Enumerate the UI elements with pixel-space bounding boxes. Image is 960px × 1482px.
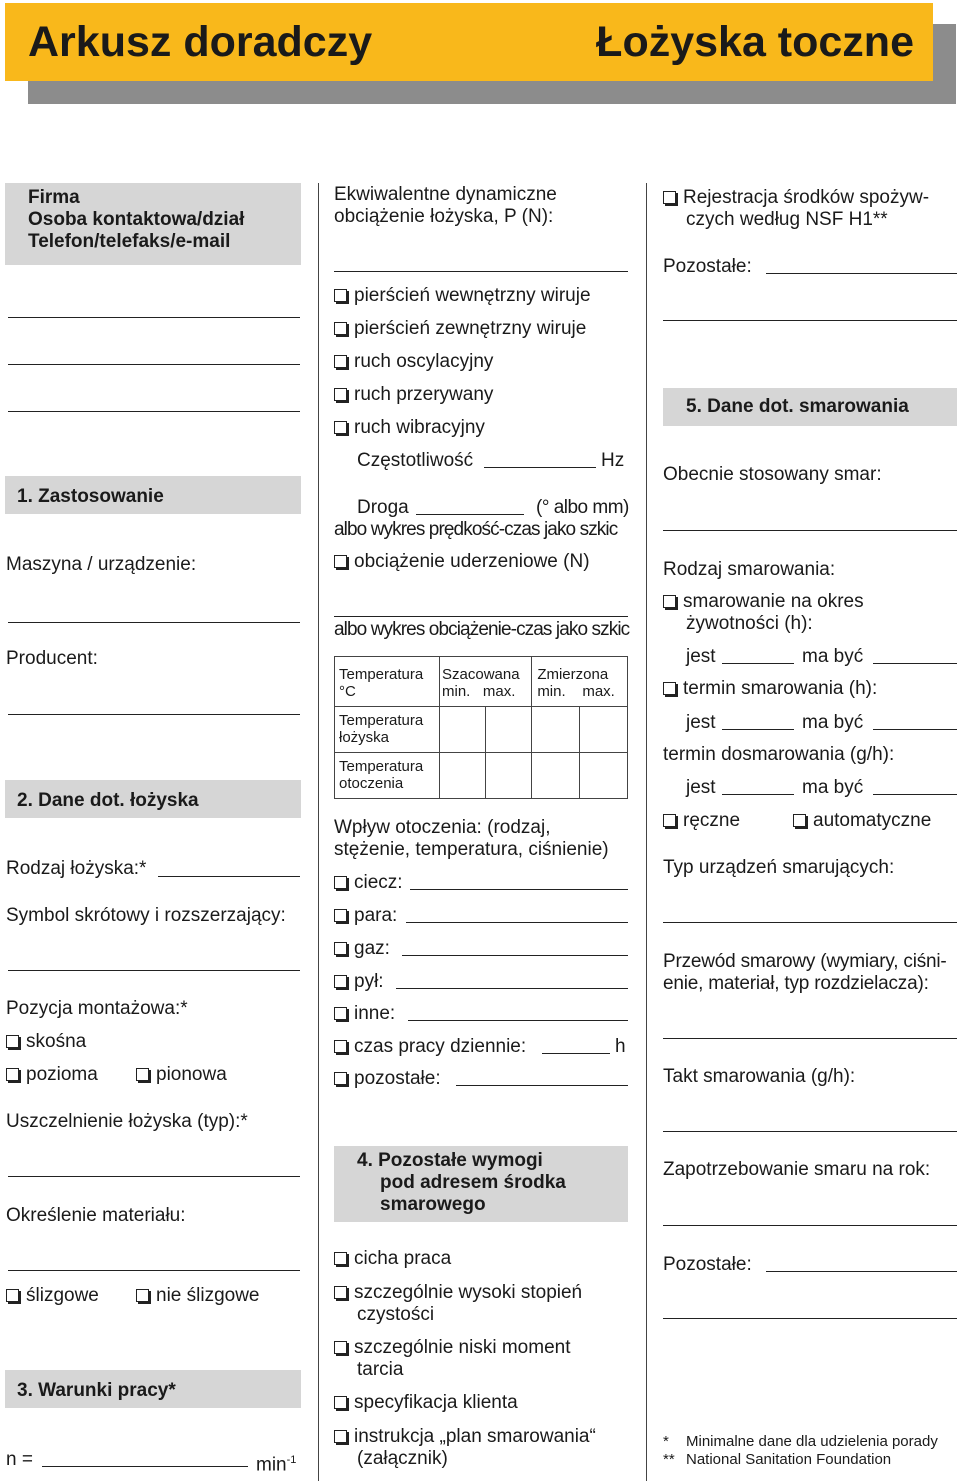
nsf-cont: czych według NSF H1** (686, 209, 888, 230)
producer-label: Producent: (6, 648, 98, 669)
checkbox-icon (663, 595, 676, 608)
checkbox-gas[interactable] (334, 938, 390, 960)
section-5-title: 5. Dane dot. smarowania (686, 396, 909, 417)
lubrication-plan-cont: (załącznik) (357, 1448, 448, 1469)
table-header-estimated: Szacowana min. max. (440, 657, 532, 707)
cell-measured-max[interactable] (580, 753, 628, 799)
term-is-field[interactable] (722, 729, 794, 730)
frequency-field[interactable] (484, 467, 596, 468)
header-title-right: Łożyska toczne (596, 18, 914, 66)
checkbox-label: pozostałe: (354, 1068, 441, 1089)
other-label-2: Pozostałe: (663, 1254, 752, 1275)
term-should-field[interactable] (873, 729, 957, 730)
checkbox-vertical[interactable] (136, 1064, 227, 1086)
speed-field[interactable] (42, 1466, 248, 1467)
other-label-1: Pozostałe: (663, 256, 752, 277)
lifetime-is-label: jest (686, 646, 716, 667)
speed-diagram-note: albo wykres prędkość-czas jako szkic (334, 519, 618, 540)
checkbox-icon (334, 975, 347, 988)
checkbox-label: gaz: (354, 938, 390, 959)
checkbox-icon (6, 1068, 19, 1081)
cell-estimated-max[interactable] (486, 753, 532, 799)
phone-field[interactable] (8, 411, 300, 412)
checkbox-icon (663, 191, 676, 204)
checkbox-icon (334, 1252, 347, 1265)
path-field[interactable] (416, 514, 524, 515)
checkbox-oscillating[interactable] (334, 351, 493, 373)
phone-label: Telefon/telefaks/e-mail (28, 231, 231, 252)
relub-is-field[interactable] (722, 794, 794, 795)
annual-demand-label: Zapotrzebowanie smaru na rok: (663, 1159, 931, 1180)
section-3-title: 3. Warunki pracy* (17, 1380, 176, 1401)
checkbox-horizontal[interactable] (6, 1064, 98, 1086)
checkbox-icon (6, 1289, 19, 1302)
contact-person-label: Osoba kontaktowa/dział (28, 209, 245, 230)
path-label: Droga (357, 497, 409, 518)
pipe-label-1: Przewód smarowy (wymiary, ciśni- (663, 951, 947, 972)
other-env-field[interactable] (408, 1020, 628, 1021)
checkbox-label: ciecz: (354, 872, 403, 893)
cell-estimated-max[interactable] (486, 707, 532, 753)
checkbox-other-conditions[interactable] (334, 1068, 441, 1090)
other-field-1b[interactable] (663, 320, 957, 321)
frequency-unit: Hz (601, 450, 625, 471)
checkbox-icon (334, 1072, 347, 1085)
liquid-field[interactable] (410, 889, 628, 890)
checkbox-label: pionowa (156, 1064, 227, 1085)
seal-field[interactable] (8, 1176, 300, 1177)
temperature-table (334, 656, 628, 799)
footnote-2: National Sanitation Foundation (686, 1451, 892, 1468)
daily-hours-unit: h (615, 1036, 626, 1057)
relubrication-label: termin dosmarowania (g/h): (663, 744, 895, 765)
checkbox-icon (334, 942, 347, 955)
bearing-type-label: Rodzaj łożyska:* (6, 858, 147, 879)
cleanliness-cont: czystości (357, 1304, 435, 1325)
checkbox-lifetime[interactable] (663, 591, 864, 613)
checkbox-icon (334, 322, 347, 335)
lifetime-cont: żywotności (h): (686, 613, 813, 634)
footnote-2-mark: ** (663, 1451, 675, 1468)
checkbox-manual[interactable] (663, 810, 740, 832)
checkbox-icon (136, 1068, 149, 1081)
speed-unit: $\min^{-1}$ (256, 1454, 297, 1476)
checkbox-icon (136, 1289, 149, 1302)
checkbox-icon (663, 682, 676, 695)
checkbox-label: ruch przerywany (354, 384, 494, 405)
checkbox-label: nie ślizgowe (156, 1285, 260, 1306)
pipe-label-2: enie, materiał, typ rozdzielacza): (663, 973, 929, 994)
company-label: Firma (28, 187, 80, 208)
company-field[interactable] (8, 317, 300, 318)
contact-field[interactable] (8, 364, 300, 365)
daily-hours-field[interactable] (542, 1053, 610, 1054)
checkbox-icon (334, 355, 347, 368)
environment-title-1: Wpływ otoczenia: (rodzaj, (334, 817, 551, 838)
pipe-field[interactable] (663, 1038, 957, 1039)
column-divider-1 (318, 183, 319, 1481)
checkbox-label: ślizgowe (26, 1285, 99, 1306)
footnote-1-mark: * (663, 1433, 669, 1450)
checkbox-vibration[interactable] (334, 417, 485, 439)
other-field-2a[interactable] (766, 1271, 957, 1272)
other-field-2b[interactable] (663, 1318, 957, 1319)
checkbox-icon (334, 289, 347, 302)
checkbox-icon (334, 1341, 347, 1354)
checkbox-label: ręczne (683, 810, 741, 831)
environment-title-2: stężenie, temperatura, ciśnienie) (334, 839, 609, 860)
symbol-label: Symbol skrótowy i rozszerzający: (6, 905, 286, 926)
relub-is-label: jest (686, 777, 716, 798)
mounting-position-label: Pozycja montażowa:* (6, 998, 188, 1019)
row-bearing-temperature: Temperatura łożyska (335, 707, 440, 753)
rate-field[interactable] (663, 1131, 957, 1132)
checkbox-intermittent[interactable] (334, 384, 493, 406)
checkbox-icon (334, 388, 347, 401)
seal-label: Uszczelnienie łożyska (typ):* (6, 1111, 248, 1132)
checkbox-icon (334, 876, 347, 889)
checkbox-label: instrukcja „plan smarowania“ (354, 1426, 596, 1447)
column-divider-2 (646, 183, 647, 1481)
checkbox-icon (334, 909, 347, 922)
checkbox-liquid[interactable] (334, 872, 403, 894)
checkbox-icon (334, 421, 347, 434)
rate-label: Takt smarowania (g/h): (663, 1066, 856, 1087)
checkbox-daily-hours[interactable] (334, 1036, 526, 1058)
relub-should-label: ma być (802, 777, 864, 798)
checkbox-label: pozioma (26, 1064, 98, 1085)
load-title-1: Ekwiwalentne dynamiczne (334, 184, 557, 205)
checkbox-label: obciążenie uderzeniowe (N) (354, 551, 590, 572)
lifetime-should-label: ma być (802, 646, 864, 667)
device-type-field[interactable] (663, 922, 957, 923)
checkbox-label: szczególnie wysoki stopień (354, 1282, 583, 1303)
checkbox-outer-ring[interactable] (334, 318, 586, 340)
other-conditions-field[interactable] (456, 1085, 628, 1086)
machine-field[interactable] (8, 622, 300, 623)
checkbox-label: szczególnie niski moment (354, 1337, 571, 1358)
machine-label: Maszyna / urządzenie: (6, 554, 197, 575)
annual-demand-field[interactable] (663, 1225, 957, 1226)
table-header-temperature: Temperatura °C (335, 657, 440, 707)
checkbox-label: pył: (354, 971, 384, 992)
shock-load-field[interactable] (334, 616, 628, 617)
checkbox-shock-load[interactable] (334, 551, 590, 573)
checkbox-icon (663, 814, 676, 827)
load-title-2: obciążenie łożyska, P (N): (334, 206, 554, 227)
checkbox-customer-spec[interactable] (334, 1392, 518, 1414)
section-2-title: 2. Dane dot. łożyska (17, 790, 199, 811)
lifetime-is-field[interactable] (722, 663, 794, 664)
checkbox-label: specyfikacja klienta (354, 1392, 518, 1413)
checkbox-icon (334, 1430, 347, 1443)
device-type-label: Typ urządzeń smarujących: (663, 857, 895, 878)
other-field-1a[interactable] (766, 273, 957, 274)
term-should-label: ma być (802, 712, 864, 733)
checkbox-cleanliness[interactable] (334, 1282, 582, 1304)
checkbox-vapor[interactable] (334, 905, 397, 927)
cell-estimated-min[interactable] (440, 753, 486, 799)
checkbox-nsf[interactable] (663, 187, 929, 209)
section-4-title-2: pod adresem środka (380, 1172, 566, 1193)
current-grease-label: Obecnie stosowany smar: (663, 464, 882, 485)
checkbox-lubrication-term[interactable] (663, 678, 877, 700)
checkbox-label: Rejestracja środków spożyw- (683, 187, 930, 208)
symbol-field[interactable] (8, 970, 300, 971)
table-header-measured: Zmierzona min. max. (532, 657, 628, 707)
low-friction-cont: tarcia (357, 1359, 404, 1380)
checkbox-inner-ring[interactable] (334, 285, 591, 307)
cell-measured-max[interactable] (580, 707, 628, 753)
checkbox-low-friction[interactable] (334, 1337, 570, 1359)
checkbox-icon (334, 555, 347, 568)
checkbox-label: para: (354, 905, 398, 926)
lifetime-should-field[interactable] (873, 663, 957, 664)
vapor-field[interactable] (406, 922, 628, 923)
checkbox-dust[interactable] (334, 971, 384, 993)
term-is-label: jest (686, 712, 716, 733)
checkbox-non-sliding[interactable] (136, 1285, 260, 1307)
checkbox-label: termin smarowania (h): (683, 678, 878, 699)
path-unit: (° albo mm) (536, 497, 629, 518)
checkbox-icon (6, 1035, 19, 1048)
producer-field[interactable] (8, 714, 300, 715)
row-ambient-temperature: Temperatura otoczenia (335, 753, 440, 799)
material-field[interactable] (8, 1270, 300, 1271)
material-label: Określenie materiału: (6, 1205, 186, 1226)
load-diagram-note: albo wykres obciążenie-czas jako szkic (334, 619, 630, 640)
dust-field[interactable] (396, 988, 628, 989)
checkbox-label: automatyczne (813, 810, 932, 831)
checkbox-label: skośna (26, 1031, 87, 1052)
checkbox-oblique[interactable] (6, 1031, 86, 1053)
checkbox-sliding[interactable] (6, 1285, 99, 1307)
checkbox-automatic[interactable] (793, 810, 931, 832)
checkbox-other-env[interactable] (334, 1003, 395, 1025)
load-field[interactable] (334, 271, 628, 272)
checkbox-label: pierścień zewnętrzny wiruje (354, 318, 587, 339)
checkbox-label: cicha praca (354, 1248, 452, 1269)
speed-label: n = (6, 1449, 33, 1470)
footnote-1: Minimalne dane dla udzielenia porady (686, 1433, 938, 1450)
cell-estimated-min[interactable] (440, 707, 486, 753)
header-title-left: Arkusz doradczy (28, 18, 373, 66)
cell-measured-min[interactable] (532, 707, 580, 753)
bearing-type-field[interactable] (158, 876, 300, 877)
checkbox-label: ruch wibracyjny (354, 417, 485, 438)
checkbox-label: ruch oscylacyjny (354, 351, 494, 372)
checkbox-icon (334, 1040, 347, 1053)
checkbox-quiet[interactable] (334, 1248, 451, 1270)
lubrication-kind-label: Rodzaj smarowania: (663, 559, 836, 580)
checkbox-lubrication-plan[interactable] (334, 1426, 596, 1448)
checkbox-icon (334, 1396, 347, 1409)
current-grease-field[interactable] (663, 530, 957, 531)
checkbox-label: smarowanie na okres (683, 591, 864, 612)
frequency-label: Częstotliwość (357, 450, 474, 471)
checkbox-label: czas pracy dziennie: (354, 1036, 527, 1057)
checkbox-icon (334, 1007, 347, 1020)
relub-should-field[interactable] (873, 794, 957, 795)
checkbox-icon (793, 814, 806, 827)
section-4-title-3: smarowego (380, 1194, 486, 1215)
section-4-title-1: 4. Pozostałe wymogi (357, 1150, 543, 1171)
gas-field[interactable] (402, 955, 628, 956)
checkbox-label: pierścień wewnętrzny wiruje (354, 285, 591, 306)
cell-measured-min[interactable] (532, 753, 580, 799)
checkbox-label: inne: (354, 1003, 396, 1024)
checkbox-icon (334, 1286, 347, 1299)
section-1-title: 1. Zastosowanie (17, 486, 164, 507)
